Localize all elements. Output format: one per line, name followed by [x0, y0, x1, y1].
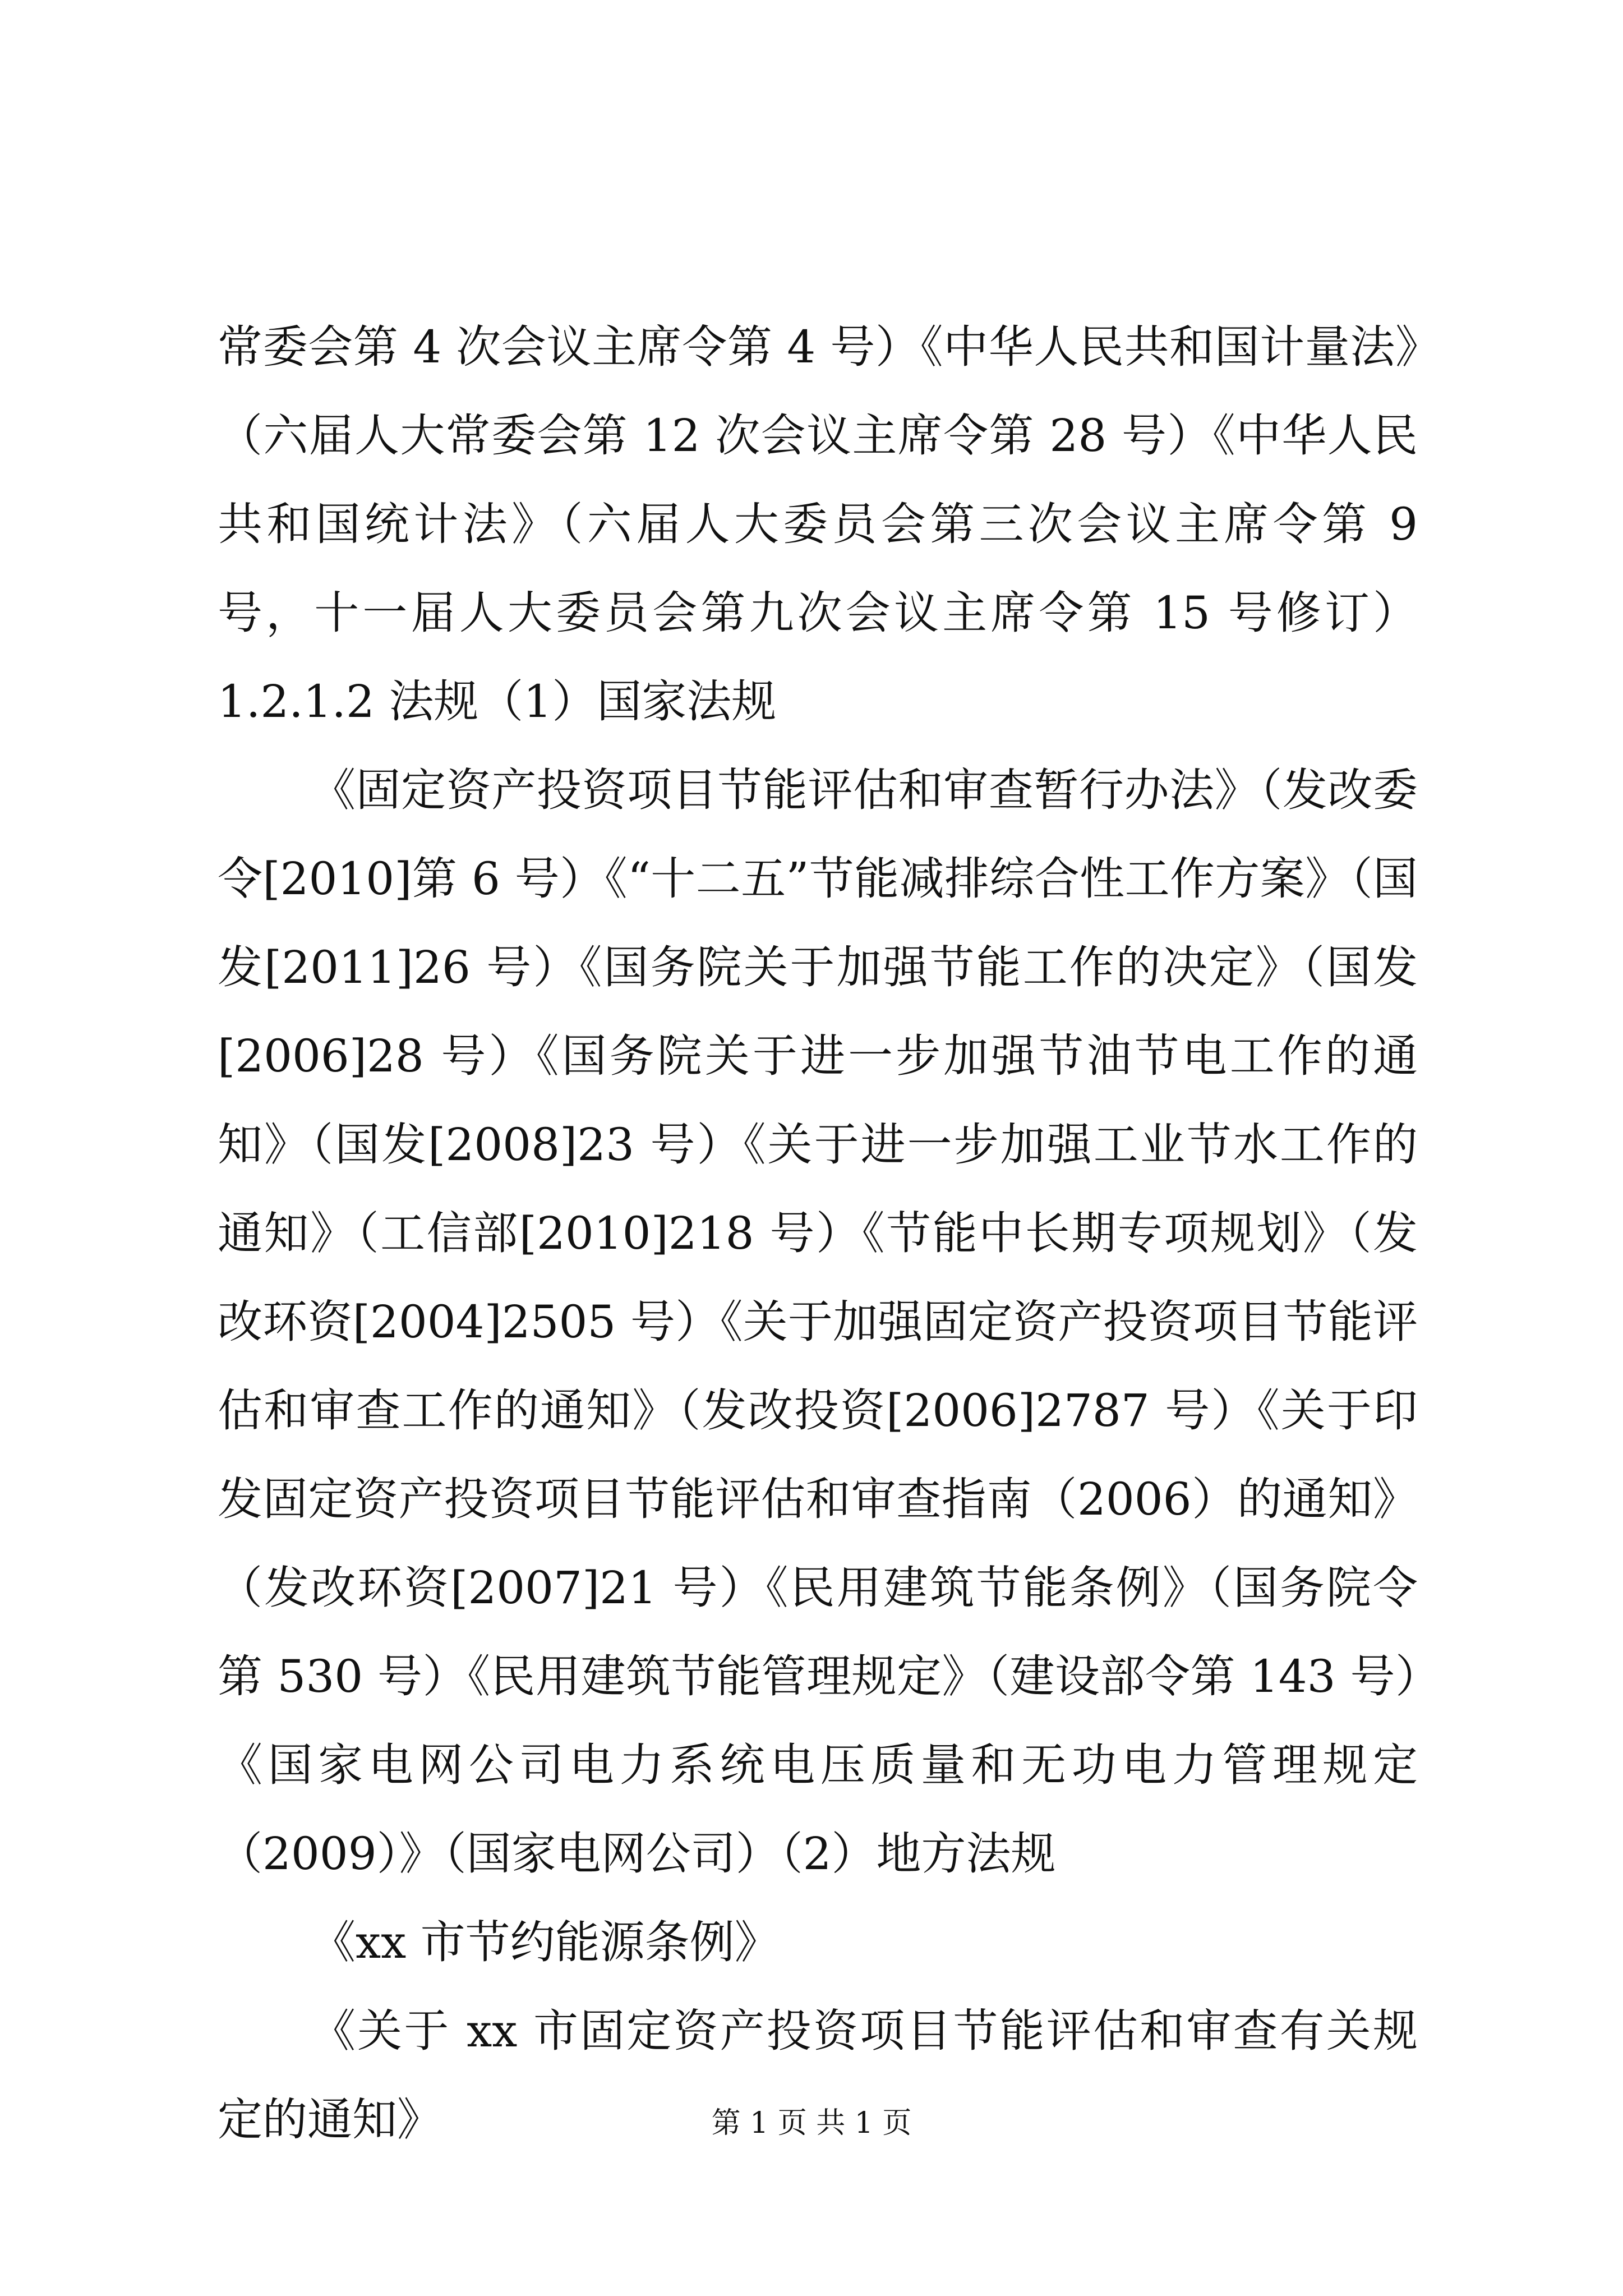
paragraph-continuation: 常委会第 4 次会议主席令第 4 号）《中华人民共和国计量法》（六届人大常委会第 12 次会议主席令第 28 号）《中华人民共和国统计法》（六届人大委员会第三次会议主席令第 9 号，十一届人大委员会第九次会议主席令第 15 号修订）1.2.1.2 法规（1）国家法规 — [218, 321, 1418, 728]
page-number-label: 第 1 页 共 1 页 — [711, 2106, 912, 2140]
paragraph-national-regulations: 《固定资产投资项目节能评估和审查暂行办法》（发改委令[2010]第 6 号）《“十二五”节能减排综合性工作方案》（国发[2011]26 号）《国务院关于加强节能工作的决定》（国发[2006]28 号）《国务院关于进一步加强节油节电工作的通知》（国发[2008]23 号）《关于进一步加强工业节水工作的通知》（工信部[2010]218 号）《节能中长期专项规划》（发改环资[2004]2505 号）《关于加强固定资产投资项目节能评估和审查工作的通知》（发改投资[2006]2787 号）《关于印发固定资产投资项目节能评估和审查指南（2006）的通知》（发改环资[2007]21 号）《民用建筑节能条例》（国务院令第 530 号）《民用建筑节能管理规定》（建设部令第 143 号）《国家电网公司电力系统电压质量和无功电力管理规定（2009）》（国家电网公司）（2）地方法规 — [218, 764, 1418, 1880]
document-body — [218, 303, 1418, 2164]
paragraph-local-energy-ordinance: 《xx 市节约能源条例》 — [311, 1916, 780, 1968]
paragraph-local-notice: 《关于 xx 市固定资产投资项目节能评估和审查有关规定的通知》 — [218, 2005, 1418, 2146]
page-footer — [0, 2104, 1623, 2143]
